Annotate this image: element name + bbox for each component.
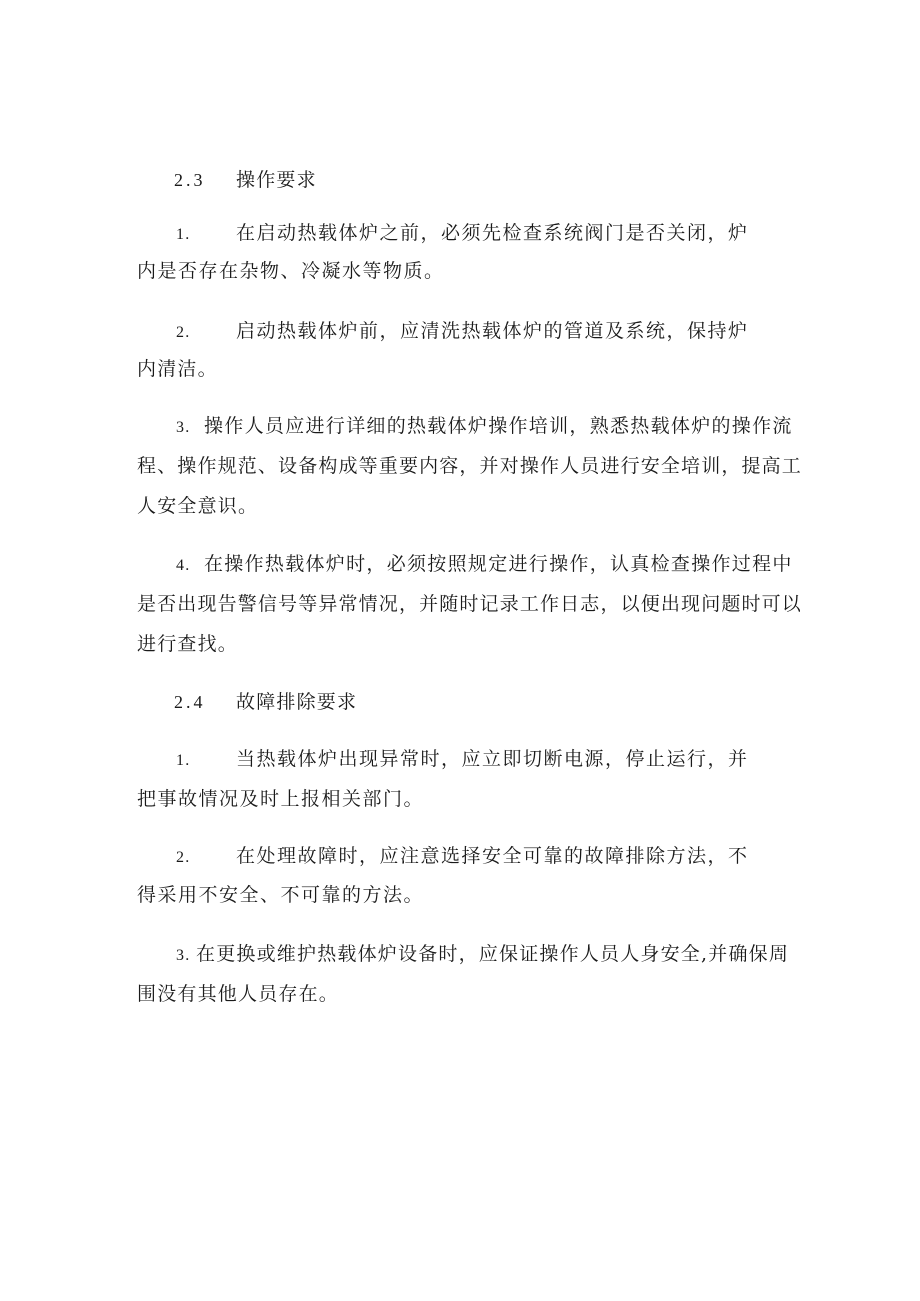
- section-heading: [174, 167, 317, 193]
- list-item-number: 2.: [176, 324, 191, 341]
- list-item-line: [137, 882, 424, 908]
- list-item-line: [137, 356, 218, 382]
- list-item-number: 1.: [176, 752, 191, 769]
- section-number: 2.4: [174, 692, 206, 712]
- section-title: 操作要求: [236, 169, 317, 191]
- list-item-text: 在启动热载体炉之前，必须先检查系统阀门是否关闭，炉: [236, 222, 749, 244]
- list-item-number: 3.: [176, 947, 191, 964]
- list-item-text: 操作人员应进行详细的热载体炉操作培训，熟悉热载体炉的操作流: [204, 415, 793, 437]
- list-item-text: 人安全意识。: [137, 495, 259, 517]
- list-item-line: [137, 631, 238, 657]
- list-item-line: [137, 453, 802, 479]
- list-item-line: [137, 493, 258, 519]
- list-item-number: 3.: [176, 419, 191, 436]
- list-item-number: 1.: [176, 226, 191, 243]
- list-item-line: [176, 318, 749, 346]
- list-item-line: [176, 220, 749, 248]
- list-item-number: 2.: [176, 849, 191, 866]
- section-number: 2.3: [174, 170, 206, 190]
- list-item-line: [137, 258, 445, 284]
- list-item-text: 得采用不安全、不可靠的方法。: [137, 884, 425, 906]
- list-item-text: 在操作热载体炉时，必须按照规定进行操作，认真检查操作过程中: [204, 553, 793, 575]
- list-item-line: [137, 786, 424, 812]
- list-item-line: [176, 413, 793, 441]
- list-item-text: 是否出现告警信号等异常情况，并随时记录工作日志，以便出现问题时可以: [137, 593, 802, 615]
- list-item-text: 进行查找。: [137, 633, 239, 655]
- list-item-text: 在更换或维护热载体炉设备时，应保证操作人员人身安全,并确保周: [196, 943, 790, 965]
- section-title: 故障排除要求: [236, 691, 358, 713]
- list-item-line: [137, 591, 802, 617]
- list-item-text: 围没有其他人员存在。: [137, 983, 340, 1005]
- list-item-text: 在处理故障时，应注意选择安全可靠的故障排除方法，不: [236, 845, 749, 867]
- list-item-text: 当热载体炉出现异常时，应立即切断电源，停止运行，并: [236, 748, 749, 770]
- list-item-line: [176, 941, 789, 969]
- list-item-line: [176, 843, 749, 871]
- list-item-text: 把事故情况及时上报相关部门。: [137, 788, 425, 810]
- list-item-line: [176, 746, 749, 774]
- list-item-line: [137, 981, 339, 1007]
- list-item-text: 内是否存在杂物、冷凝水等物质。: [137, 260, 445, 282]
- list-item-text: 程、操作规范、设备构成等重要内容，并对操作人员进行安全培训，提高工: [137, 455, 802, 477]
- list-item-number: 4.: [176, 557, 191, 574]
- list-item-text: 内清洁。: [137, 358, 218, 380]
- list-item-text: 启动热载体炉前，应清洗热载体炉的管道及系统，保持炉: [236, 320, 749, 342]
- section-heading: [174, 689, 357, 715]
- list-item-line: [176, 551, 793, 579]
